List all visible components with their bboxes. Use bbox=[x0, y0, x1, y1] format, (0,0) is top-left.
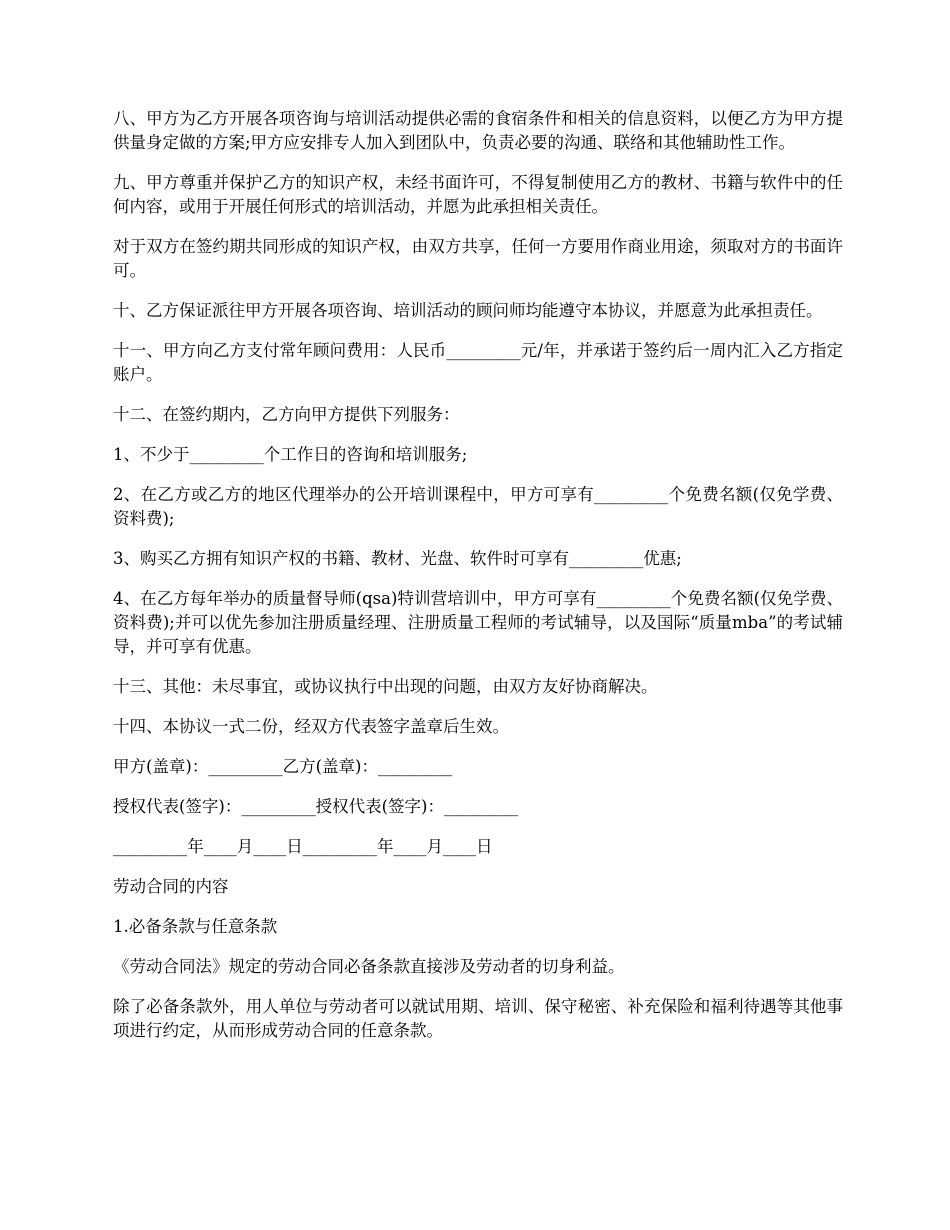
clause-9-ip-sharing: 对于双方在签约期共同形成的知识产权，由双方共享，任何一方要用作商业用途，须取对方的书面许可。 bbox=[113, 237, 843, 280]
section-heading: 劳动合同的内容 bbox=[113, 877, 229, 896]
subsection-heading: 1.必备条款与任意条款 bbox=[113, 917, 278, 936]
body-paragraph: 除了必备条款外，用人单位与劳动者可以就试用期、培训、保守秘密、补充保险和福利待遇等其他事项进行约定，从而形成劳动合同的任意条款。 bbox=[113, 997, 843, 1040]
service-item-2: 2、在乙方或乙方的地区代理举办的公开培训课程中，甲方可享有_________个免费名额(仅免学费、资料费); bbox=[113, 485, 843, 528]
clause-12: 十二、在签约期内，乙方向甲方提供下列服务： bbox=[113, 405, 460, 424]
body-paragraph: 《劳动合同法》规定的劳动合同必备条款直接涉及劳动者的切身利益。 bbox=[113, 957, 625, 976]
clause-9: 九、甲方尊重并保护乙方的知识产权，未经书面许可，不得复制使用乙方的教材、书籍与软件中的任何内容，或用于开展任何形式的培训活动，并愿为此承担相关责任。 bbox=[113, 173, 843, 216]
clause-11: 十一、甲方向乙方支付常年顾问费用：人民币_________元/年，并承诺于签约后一周内汇入乙方指定账户。 bbox=[113, 341, 843, 384]
clause-13: 十三、其他：未尽事宜，或协议执行中出现的问题，由双方友好协商解决。 bbox=[113, 677, 658, 696]
seal-line: 甲方(盖章)：_________乙方(盖章)：_________ bbox=[113, 757, 453, 776]
signature-line: 授权代表(签字)：_________授权代表(签字)：_________ bbox=[113, 797, 519, 816]
document-page bbox=[113, 107, 843, 1059]
service-item-1: 1、不少于_________个工作日的咨询和培训服务; bbox=[113, 445, 468, 464]
clause-8: 八、甲方为乙方开展各项咨询与培训活动提供必需的食宿条件和相关的信息资料，以便乙方为甲方提供量身定做的方案;甲方应安排专人加入到团队中，负责必要的沟通、联络和其他辅助性工作。 bbox=[113, 109, 843, 152]
service-item-3: 3、购买乙方拥有知识产权的书籍、教材、光盘、软件时可享有_________优惠; bbox=[113, 549, 682, 568]
service-item-4: 4、在乙方每年举办的质量督导师(qsa)特训营培训中，甲方可享有_________个免费名额(仅免学费、资料费);并可以优先参加注册质量经理、注册质量工程师的考试辅导，以及国际“质量mba”的考试辅导，并可享有优惠。 bbox=[113, 589, 843, 656]
clause-14: 十四、本协议一式二份，经双方代表签字盖章后生效。 bbox=[113, 717, 509, 736]
date-line: _________年____月____日_________年____月____日 bbox=[113, 837, 493, 856]
clause-10: 十、乙方保证派往甲方开展各项咨询、培训活动的顾问师均能遵守本协议，并愿意为此承担责任。 bbox=[113, 301, 823, 320]
